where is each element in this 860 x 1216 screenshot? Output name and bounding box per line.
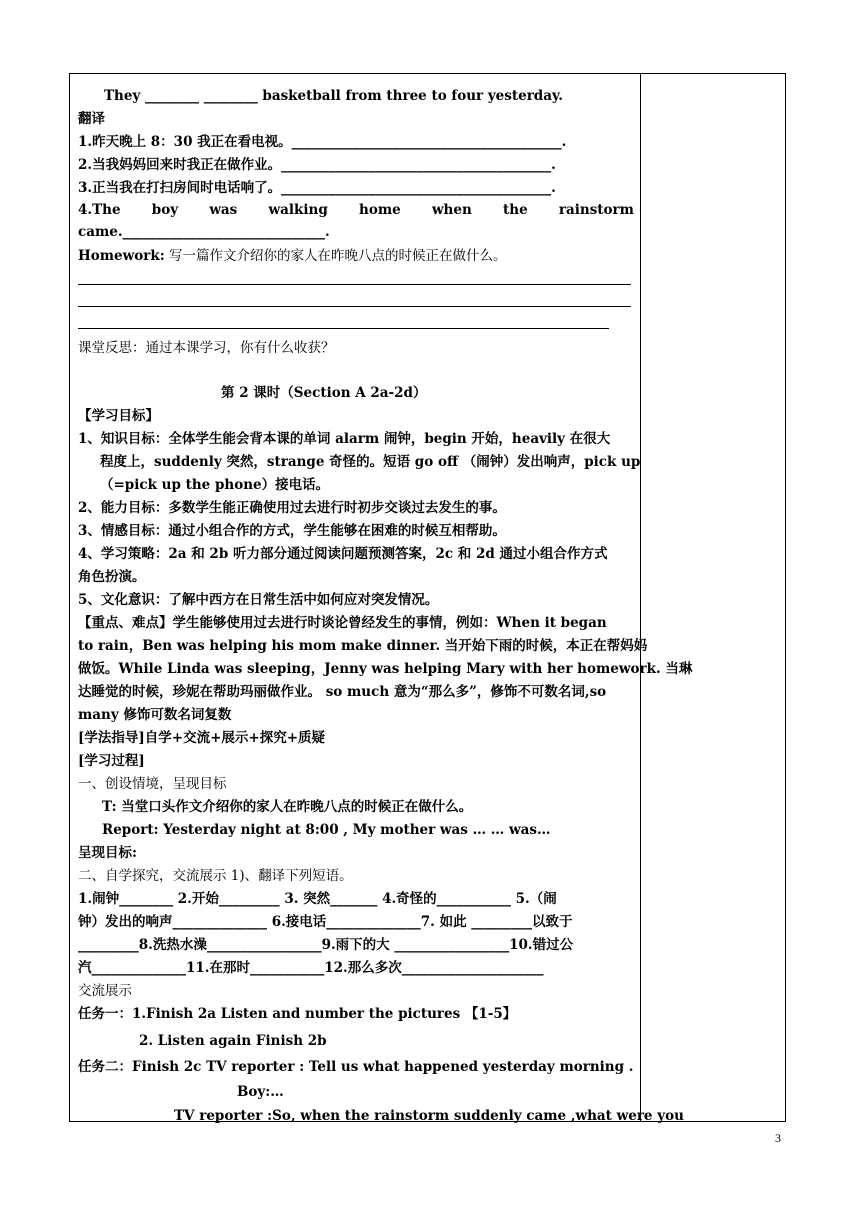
knowledge-objective-cont: （=pick up the phone）接电话。 — [100, 477, 330, 493]
objectives-heading: 【学习目标】 — [78, 408, 159, 424]
lesson-title: 第 2 课时（Section A 2a-2d） — [221, 385, 427, 401]
learning-strategy: 4、学习策略：2a 和 2b 听力部分通过阅读问题预测答案，2c 和 2d 通过小组合作方式 — [78, 546, 608, 562]
phrase-translation-line: 钟）发出的响声______________ 6.接电话______________7. 如此 _________以致于 — [78, 914, 573, 930]
answer-rule-2 — [78, 306, 631, 307]
exchange-display-heading: 交流展示 — [78, 983, 132, 999]
column-divider — [640, 74, 641, 1121]
homework-line — [78, 246, 507, 266]
word: 4.The — [78, 202, 121, 218]
document-table — [69, 73, 786, 1122]
cultural-awareness: 5、文化意识：了解中西方在日常生活中如何应对突发情况。 — [78, 592, 439, 608]
translation-item-4-continued: came.______________________________. — [78, 224, 330, 240]
word: home — [359, 202, 401, 218]
present-goals: 呈现目标: — [78, 845, 137, 861]
section-two-heading: 二、自学探究，交流展示 1)、翻译下列短语。 — [78, 868, 353, 884]
dialogue-reporter: TV reporter :So, when the rainstorm suddenly came ,what were you — [174, 1108, 684, 1124]
knowledge-objective: 1、知识目标：全体学生能会背本课的单词 alarm 闹钟，begin 开始，heavily 在很大 — [78, 431, 611, 447]
phrase-translation-line: 1.闹钟________ 2.开始_________ 3. 突然_______ 4.奇怪的___________ 5.（闹 — [78, 891, 557, 907]
ability-objective: 2、能力目标：多数学生能正确使用过去进行时初步交谈过去发生的事。 — [78, 500, 506, 516]
study-method: [学法指导]自学+交流+展示+探究+质疑 — [78, 730, 326, 746]
answer-rule-1 — [78, 284, 631, 285]
learning-strategy-cont: 角色扮演。 — [78, 569, 146, 585]
phrase-translation-line: 汽______________11.在那时___________12.那么多次_____________________ — [78, 960, 544, 976]
task-one-step-2: 2. Listen again Finish 2b — [139, 1033, 327, 1049]
translation-item-3: 3.正当我在打扫房间时电话响了。________________________________________. — [78, 180, 556, 196]
word: boy — [151, 202, 179, 218]
teacher-prompt: T: 当堂口头作文介绍你的家人在昨晚八点的时候正在做什么。 — [102, 799, 473, 815]
translation-item-4 — [78, 200, 634, 220]
key-points: 【重点、难点】学生能够使用过去进行时谈论曾经发生的事情，例如：When it began — [78, 615, 607, 631]
class-reflection: 课堂反思：通过本课学习，你有什么收获？ — [78, 340, 335, 356]
translate-heading: 翻译 — [78, 111, 105, 127]
emotion-objective: 3、情感目标：通过小组合作的方式，学生能够在困难的时候互相帮助。 — [78, 523, 506, 539]
word: was — [209, 202, 238, 218]
phrase-translation-line: _________8.洗热水澡_________________9.雨下的大 _________________10.错过公 — [78, 937, 574, 953]
report-line: Report: Yesterday night at 8:00 , My mother was … … was… — [102, 822, 551, 838]
learning-process-heading: [学习过程] — [78, 753, 145, 769]
word: the — [503, 202, 528, 218]
fill-blank-sentence: They ________ ________ basketball from three to four yesterday. — [104, 88, 563, 104]
task-two: 任务二：Finish 2c TV reporter : Tell us what happened yesterday morning . — [78, 1059, 634, 1075]
word: when — [431, 202, 472, 218]
knowledge-objective-cont: 程度上，suddenly 突然，strange 奇怪的。短语 go off （闹钟）发出响声，pick up — [100, 454, 641, 470]
key-points-cont: many 修饰可数名词复数 — [78, 707, 232, 723]
task-one: 任务一：1.Finish 2a Listen and number the pictures 【1-5】 — [78, 1006, 517, 1022]
answer-rule-3 — [78, 328, 609, 329]
homework-text: 写一篇作文介绍你的家人在昨晚八点的时候正在做什么。 — [164, 248, 507, 264]
translation-item-1: 1.昨天晚上 8：30 我正在看电视。________________________________________. — [78, 134, 567, 150]
key-points-cont: 做饭。While Linda was sleeping，Jenny was helping Mary with her homework. 当琳 — [78, 661, 693, 677]
section-one-heading: 一、创设情境，呈现目标 — [78, 776, 227, 792]
page-number: 3 — [775, 1131, 781, 1145]
key-points-cont: 达睡觉的时候，珍妮在帮助玛丽做作业。 so much 意为“那么多”，修饰不可数名词,so — [78, 684, 607, 700]
word: walking — [268, 202, 328, 218]
word: rainstorm — [558, 202, 634, 218]
homework-label: Homework: — [78, 248, 165, 264]
translation-item-2: 2.当我妈妈回来时我正在做作业。________________________________________. — [78, 157, 556, 173]
dialogue-boy: Boy:… — [237, 1084, 284, 1100]
key-points-cont: to rain，Ben was helping his mom make dinner. 当开始下雨的时候，本正在帮妈妈 — [78, 638, 648, 654]
